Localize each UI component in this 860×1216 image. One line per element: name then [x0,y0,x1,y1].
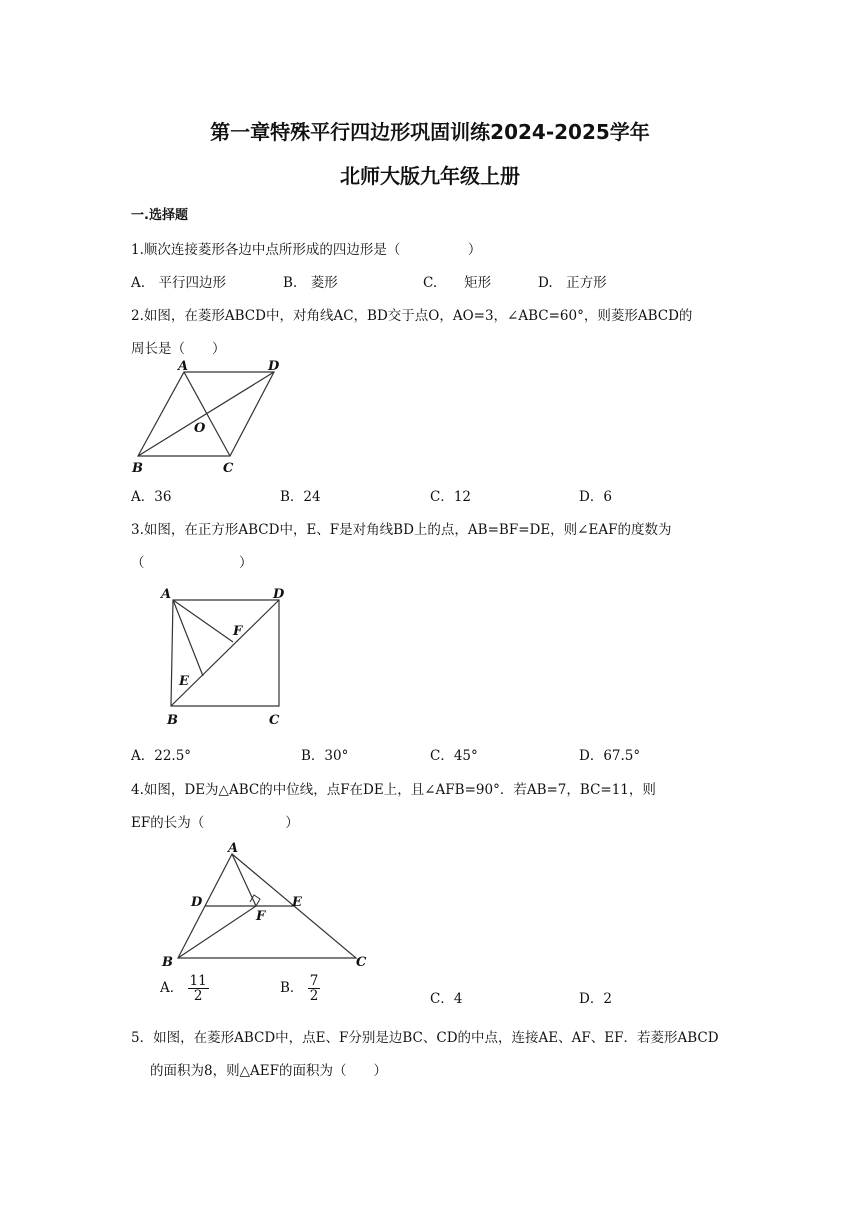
section-heading: 一.选择题 [131,208,188,223]
q2-diagonal-bd [138,372,274,456]
q4-option-b-denominator: 2 [309,988,319,1005]
q3-stem-line1: 3.如图，在正方形ABCD中，E、F是对角线BD上的点，AB=BF=DE，则∠EAF的度数为 [131,522,672,538]
q2-option-c: C．12 [430,489,472,505]
q4-option-b-fraction [308,974,321,1003]
q3-option-a: A．22.5° [131,748,192,764]
q3-label-f: F [233,624,243,639]
q3-label-d: D [273,587,285,602]
q4-option-b-numerator: 7 [309,973,319,989]
q3-label-e: E [179,674,189,689]
q3-option-d: D．67.5° [579,748,641,764]
q2-label-o: O [194,421,206,436]
q2-option-d: D．6 [579,489,612,505]
q4-stem-line1: 4.如图，DE为△ABC的中位线，点F在DE上，且∠AFB=90°．若AB=7，BC=11，则 [131,782,656,798]
q2-stem-line2: 周长是（ ） [131,341,226,357]
q4-option-c: C．4 [430,991,463,1007]
q4-label-f: F [256,909,266,924]
q5-stem-line2: 的面积为8，则△AEF的面积为（ ） [150,1063,387,1079]
q4-label-d: D [191,895,203,910]
q4-option-a-denominator: 2 [193,988,203,1005]
q4-option-a-fraction [188,974,209,1003]
q4-option-d: D．2 [579,991,612,1007]
q1-option-b: B. 菱形 [283,275,338,291]
q4-label-c: C [356,955,367,970]
q4-label-b: B [162,955,173,970]
q2-label-a: A [178,360,189,374]
q4-option-b-prefix: B． [280,980,304,997]
q2-option-a: A．36 [131,489,172,505]
q3-label-a: A [161,587,172,602]
q3-label-c: C [269,713,280,728]
q2-label-c: C [223,461,234,476]
q3-segment-ae [173,600,203,676]
q3-diagonal-bd [171,600,279,706]
q1-stem: 1.顺次连接菱形各边中点所形成的四边形是（ ） [131,242,482,258]
q4-label-a: A [228,841,239,856]
q3-option-b: B．30° [301,748,349,764]
q3-square-figure [155,584,295,730]
q2-option-b: B．24 [280,489,321,505]
q3-segment-af [173,600,233,642]
q4-option-a-numerator: 11 [189,973,207,989]
q2-stem-line1: 2.如图，在菱形ABCD中，对角线AC，BD交于点O，AO=3，∠ABC=60°，则菱形ABCD的 [131,308,693,324]
q1-option-c: C. 矩形 [423,275,492,291]
q2-label-d: D [268,360,280,374]
q3-label-b: B [167,713,178,728]
q3-stem-line2: （ ） [131,555,253,571]
q4-segment-bf [178,906,256,958]
q5-stem-line1: 5．如图，在菱形ABCD中，点E、F分别是边BC、CD的中点，连接AE、AF、EF．若菱形ABCD [131,1030,719,1046]
q2-label-b: B [132,461,143,476]
q2-rhombus-figure [128,360,288,478]
q4-option-a-prefix: A． [160,980,184,997]
q4-label-e: E [292,895,302,910]
q1-option-d: D. 正方形 [538,275,607,291]
q4-stem-line2: EF的长为（ ） [131,815,299,831]
q4-option-b [280,974,320,1003]
q4-option-a [160,974,209,1003]
page-title-line1: 第一章特殊平行四边形巩固训练2024-2025学年 [210,120,650,144]
q4-triangle-figure [158,840,373,970]
q3-option-c: C．45° [430,748,478,764]
q1-option-a: A. 平行四边形 [131,275,227,291]
page-title-line2: 北师大版九年级上册 [340,164,520,188]
